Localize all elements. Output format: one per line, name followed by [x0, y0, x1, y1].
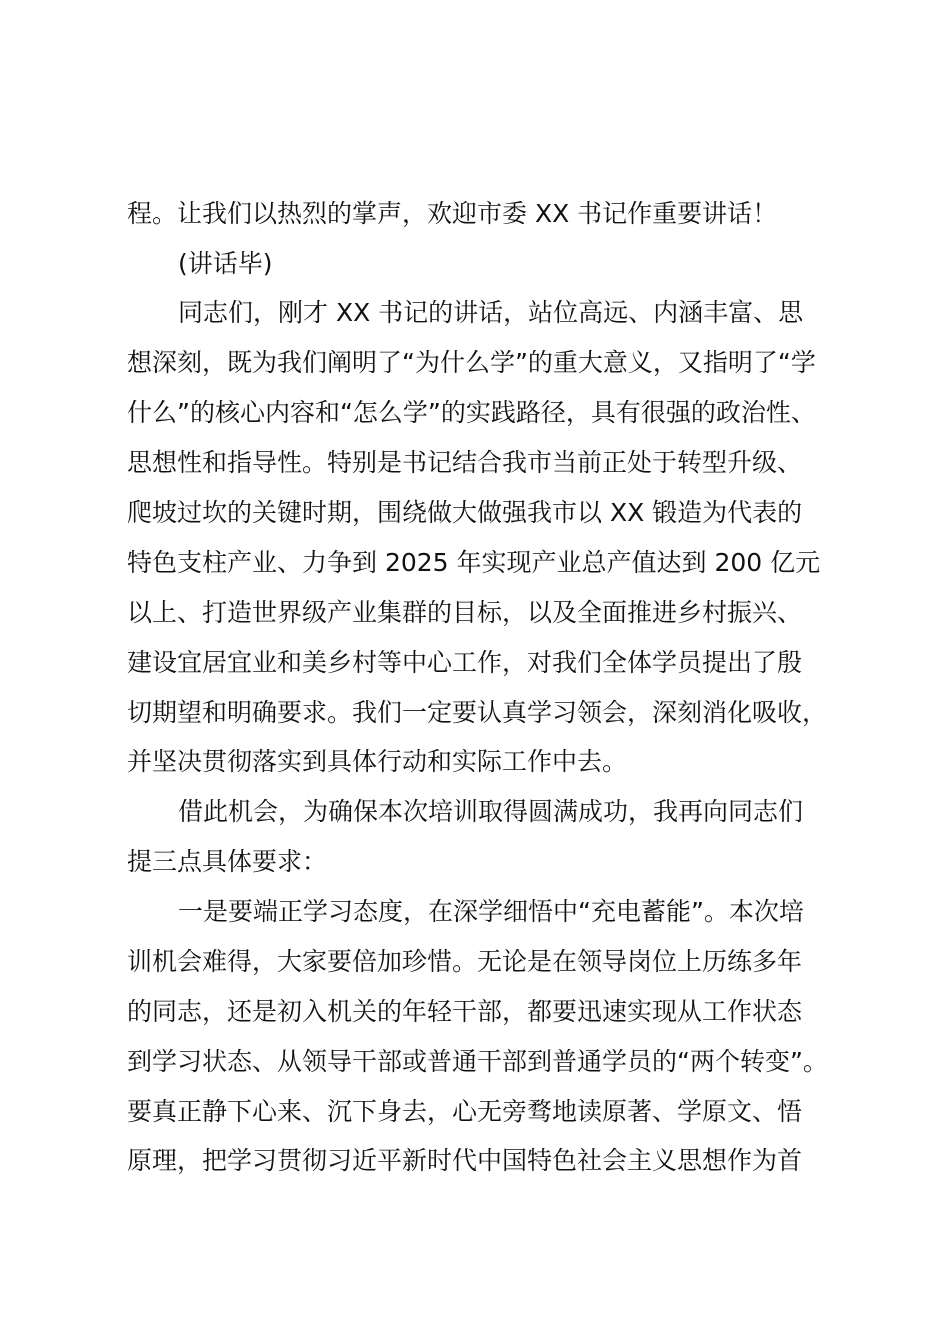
text-line: 爬坡过坎的关键时期，围绕做大做强我市以 XX 锻造为代表的 — [127, 498, 803, 527]
text-line: 借此机会，为确保本次培训取得圆满成功，我再向同志们 — [178, 797, 804, 826]
text-line: 想深刻，既为我们阐明了“为什么学”的重大意义，又指明了“学 — [127, 348, 816, 377]
text-line: 要真正静下心来、沉下身去，心无旁骛地读原著、学原文、悟 — [127, 1097, 803, 1126]
text-line: 以上、打造世界级产业集群的目标，以及全面推进乡村振兴、 — [127, 598, 803, 627]
text-line: 建设宜居宜业和美乡村等中心工作，对我们全体学员提出了殷 — [127, 648, 803, 677]
text-line: 并坚决贯彻落实到具体行动和实际工作中去。 — [127, 747, 628, 776]
text-line: 一是要端正学习态度，在深学细悟中“充电蓄能”。本次培 — [178, 897, 804, 926]
text-line: 思想性和指导性。特别是书记结合我市当前正处于转型升级、 — [127, 448, 803, 477]
text-line: 同志们，刚才 XX 书记的讲话，站位高远、内涵丰富、思 — [178, 298, 804, 327]
text-line: 提三点具体要求： — [127, 847, 328, 876]
text-line: (讲话毕) — [178, 249, 273, 278]
text-line: 原理，把学习贯彻习近平新时代中国特色社会主义思想作为首 — [127, 1146, 803, 1175]
text-line: 什么”的核心内容和“怎么学”的实践路径，具有很强的政治性、 — [127, 398, 816, 427]
text-line: 切期望和明确要求。我们一定要认真学习领会，深刻消化吸收， — [127, 698, 828, 727]
text-line: 程。让我们以热烈的掌声，欢迎市委 XX 书记作重要讲话！ — [127, 199, 778, 228]
text-line: 的同志，还是初入机关的年轻干部，都要迅速实现从工作状态 — [127, 997, 803, 1026]
text-line: 到学习状态、从领导干部或普通干部到普通学员的“两个转变”。 — [127, 1047, 828, 1076]
text-line: 训机会难得，大家要倍加珍惜。无论是在领导岗位上历练多年 — [127, 947, 803, 976]
text-line: 特色支柱产业、力争到 2025 年实现产业总产值达到 200 亿元 — [127, 548, 821, 577]
